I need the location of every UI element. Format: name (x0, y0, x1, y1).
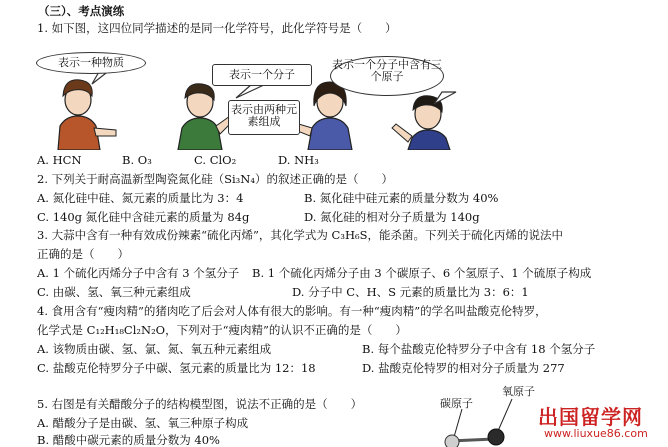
q3-option-d: D. 分子中 C、H、S 元素的质量比为 3：6：1 (292, 285, 529, 299)
bubble-4 (330, 56, 444, 96)
bubble-1 (36, 52, 146, 74)
oxygen-atom-label: 氧原子 (502, 385, 535, 398)
q1-option-b: B. O₃ (122, 153, 152, 167)
q1-stem: 1. 如下图，这四位同学描述的是同一化学符号，此化学符号是（ ） (37, 21, 397, 35)
q4-option-d: D. 盐酸克伦特罗的相对分子质量为 277 (362, 361, 565, 375)
q3-option-a: A. 1 个硫化丙烯分子中含有 3 个氢分子 (37, 266, 240, 280)
q4-option-a: A. 该物质由碳、氢、氯、氮、氧五种元素组成 (37, 342, 272, 356)
watermark (530, 397, 668, 447)
watermark-url: www.liuxue86.com (544, 427, 648, 440)
q2-option-d: D. 氮化硅的相对分子质量为 140g (304, 210, 480, 224)
bubble-3-text: 表示由两种元素组成 (231, 103, 297, 128)
carbon-atom-label: 碳原子 (440, 397, 473, 410)
student-4-figure (392, 96, 450, 150)
q4-stem-line1: 4. 食用含有“瘦肉精”的猪肉吃了后会对人体有很大的影响。有一种“瘦肉精”的学名叫盐酸克伦特罗， (37, 304, 547, 318)
q3-stem-line2: 正确的是（ ） (37, 247, 129, 261)
q1-option-a: A. HCN (37, 153, 82, 167)
bubble-2 (212, 64, 312, 86)
q2-option-c: C. 140g 氮化硅中含硅元素的质量为 84g (37, 210, 250, 224)
q5-option-b: B. 醋酸中碳元素的质量分数为 40% (37, 433, 220, 447)
q2-option-a: A. 氮化硅中硅、氮元素的质量比为 3：4 (37, 191, 244, 205)
molecule-drawing (440, 395, 535, 447)
bubble-4-text: 表示一个分子中含有三个原子 (332, 58, 442, 83)
q5-option-a: A. 醋酸分子是由碳、氢、氧三种原子构成 (37, 416, 249, 430)
bubble-2-text: 表示一个分子 (229, 68, 295, 81)
q1-option-c: C. ClO₂ (194, 153, 237, 167)
q2-option-b: B. 氮化硅中硅元素的质量分数为 40% (304, 191, 499, 205)
section-title: （三）、考点演练 (38, 4, 125, 18)
q1-option-d: D. NH₃ (278, 153, 319, 167)
watermark-title: 出国留学网 (538, 405, 643, 429)
q4-option-b: B. 每个盐酸克伦特罗分子中含有 18 个氢分子 (362, 342, 596, 356)
q5-stem: 5. 右图是有关醋酸分子的结构模型图，说法不正确的是（ ） (37, 397, 363, 411)
q4-option-c: C. 盐酸克伦特罗分子中碳、氢元素的质量比为 12：18 (37, 361, 316, 375)
q4-stem-line2: 化学式是 C₁₂H₁₈Cl₂N₂O，下列对于“瘦肉精”的认识不正确的是（ ） (37, 323, 407, 337)
students-illustration (30, 38, 630, 150)
student-2-figure (178, 84, 234, 150)
q3-option-c: C. 由碳、氢、氧三种元素组成 (37, 285, 191, 299)
bubble-3 (228, 100, 300, 135)
bubble-1-text: 表示一种物质 (58, 56, 124, 69)
student-1-figure (58, 80, 116, 150)
acetic-acid-model (440, 385, 535, 447)
q3-option-b: B. 1 个硫化丙烯分子由 3 个碳原子、6 个氢原子、1 个硫原子构成 (252, 266, 592, 280)
q3-stem-line1: 3. 大蒜中含有一种有效成份辣素“硫化丙烯”，其化学式为 C₃H₆S，能杀菌。下列关于硫化丙烯的说法中 (37, 228, 563, 242)
q2-stem: 2. 下列关于耐高温新型陶瓷氮化硅（Si₃N₄）的叙述正确的是（ ） (37, 172, 393, 186)
